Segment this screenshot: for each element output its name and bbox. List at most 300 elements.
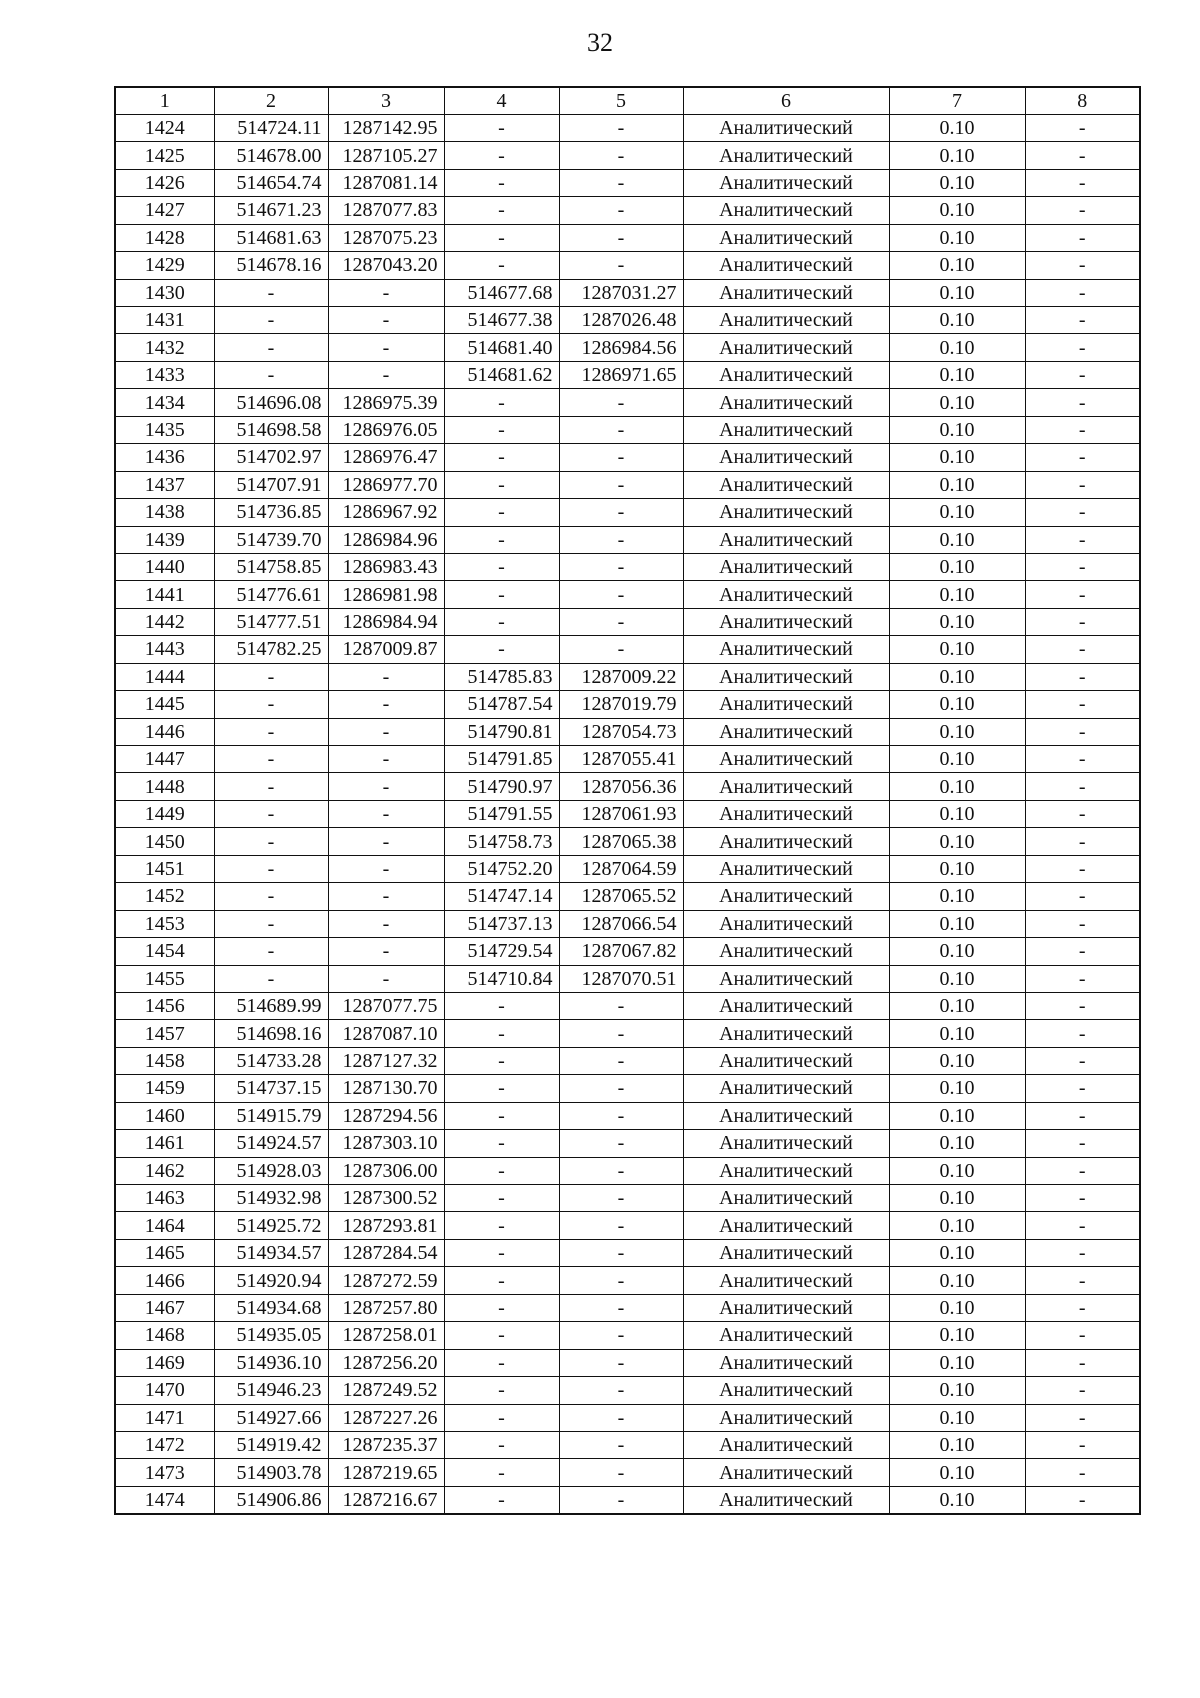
table-row xyxy=(115,992,1140,1019)
table-cell: - xyxy=(214,855,328,882)
table-cell: - xyxy=(328,718,444,745)
table-row xyxy=(115,910,1140,937)
table-cell: 1473 xyxy=(115,1459,214,1486)
table-row xyxy=(115,1349,1140,1376)
table-cell: Аналитический xyxy=(683,471,889,498)
table-cell: 1447 xyxy=(115,746,214,773)
table-cell: 0.10 xyxy=(889,992,1025,1019)
table-cell: 0.10 xyxy=(889,1377,1025,1404)
table-cell: 1424 xyxy=(115,114,214,141)
table-cell: - xyxy=(1025,1431,1140,1458)
table-cell: - xyxy=(444,1486,559,1513)
table-cell: - xyxy=(328,279,444,306)
table-cell: - xyxy=(559,1020,683,1047)
table-cell: - xyxy=(559,1294,683,1321)
table-cell: - xyxy=(559,1157,683,1184)
table-cell: Аналитический xyxy=(683,855,889,882)
table-cell: 1287087.10 xyxy=(328,1020,444,1047)
table-cell: 514671.23 xyxy=(214,197,328,224)
table-cell: - xyxy=(1025,883,1140,910)
table-cell: - xyxy=(559,499,683,526)
table-cell: 0.10 xyxy=(889,828,1025,855)
table-cell: Аналитический xyxy=(683,114,889,141)
table-cell: 1287284.54 xyxy=(328,1239,444,1266)
column-header: 1 xyxy=(115,87,214,114)
table-cell: 1287300.52 xyxy=(328,1185,444,1212)
table-cell: Аналитический xyxy=(683,389,889,416)
table-cell: 1433 xyxy=(115,361,214,388)
column-header: 5 xyxy=(559,87,683,114)
table-cell: 514790.81 xyxy=(444,718,559,745)
table-cell: 514906.86 xyxy=(214,1486,328,1513)
table-cell: 514924.57 xyxy=(214,1130,328,1157)
table-cell: - xyxy=(559,142,683,169)
table-cell: Аналитический xyxy=(683,718,889,745)
table-cell: - xyxy=(444,1212,559,1239)
table-cell: - xyxy=(1025,992,1140,1019)
table-cell: - xyxy=(214,279,328,306)
table-cell: Аналитический xyxy=(683,581,889,608)
table-cell: - xyxy=(1025,1212,1140,1239)
table-cell: Аналитический xyxy=(683,197,889,224)
table-cell: 514928.03 xyxy=(214,1157,328,1184)
table-cell: 514677.68 xyxy=(444,279,559,306)
table-cell: 0.10 xyxy=(889,169,1025,196)
table-cell: 0.10 xyxy=(889,553,1025,580)
table-cell: - xyxy=(559,1047,683,1074)
table-cell: 1286977.70 xyxy=(328,471,444,498)
table-row xyxy=(115,334,1140,361)
table-cell: - xyxy=(1025,279,1140,306)
table-cell: 1448 xyxy=(115,773,214,800)
table-row xyxy=(115,746,1140,773)
table-cell: Аналитический xyxy=(683,526,889,553)
table-cell: 1286971.65 xyxy=(559,361,683,388)
table-cell: Аналитический xyxy=(683,1102,889,1129)
table-cell: 1286975.39 xyxy=(328,389,444,416)
table-cell: 514678.00 xyxy=(214,142,328,169)
table-cell: - xyxy=(444,1157,559,1184)
table-cell: - xyxy=(559,1459,683,1486)
table-cell: - xyxy=(1025,910,1140,937)
table-row xyxy=(115,581,1140,608)
table-cell: 1287105.27 xyxy=(328,142,444,169)
table-cell: - xyxy=(559,114,683,141)
table-cell: 1286983.43 xyxy=(328,553,444,580)
table-cell: - xyxy=(444,1294,559,1321)
table-cell: Аналитический xyxy=(683,1212,889,1239)
table-cell: 514702.97 xyxy=(214,444,328,471)
table-cell: 1428 xyxy=(115,224,214,251)
table-cell: 514776.61 xyxy=(214,581,328,608)
table-cell: 514739.70 xyxy=(214,526,328,553)
table-cell: - xyxy=(559,1322,683,1349)
table-cell: 514736.85 xyxy=(214,499,328,526)
table-cell: - xyxy=(1025,1322,1140,1349)
table-cell: - xyxy=(214,800,328,827)
table-cell: - xyxy=(1025,252,1140,279)
table-row xyxy=(115,1377,1140,1404)
table-cell: 1452 xyxy=(115,883,214,910)
table-cell: 514787.54 xyxy=(444,691,559,718)
table-cell: 0.10 xyxy=(889,389,1025,416)
table-cell: Аналитический xyxy=(683,1047,889,1074)
table-cell: Аналитический xyxy=(683,142,889,169)
table-cell: 1459 xyxy=(115,1075,214,1102)
table-cell: - xyxy=(1025,224,1140,251)
table-cell: 1450 xyxy=(115,828,214,855)
table-cell: 1287075.23 xyxy=(328,224,444,251)
table-cell: - xyxy=(1025,1047,1140,1074)
table-cell: 0.10 xyxy=(889,1185,1025,1212)
table-row xyxy=(115,1459,1140,1486)
table-cell: - xyxy=(559,1404,683,1431)
table-row xyxy=(115,773,1140,800)
table-cell: 514677.38 xyxy=(444,307,559,334)
table-cell: - xyxy=(1025,1020,1140,1047)
table-cell: 1287019.79 xyxy=(559,691,683,718)
table-cell: 1287257.80 xyxy=(328,1294,444,1321)
table-cell: 0.10 xyxy=(889,279,1025,306)
table-cell: - xyxy=(444,389,559,416)
table-cell: - xyxy=(1025,828,1140,855)
table-cell: 1286984.94 xyxy=(328,608,444,635)
table-cell: - xyxy=(444,444,559,471)
table-cell: 1287055.41 xyxy=(559,746,683,773)
table-cell: 1456 xyxy=(115,992,214,1019)
table-cell: 1287056.36 xyxy=(559,773,683,800)
table-cell: - xyxy=(1025,1130,1140,1157)
table-cell: 1287249.52 xyxy=(328,1377,444,1404)
table-row xyxy=(115,1267,1140,1294)
table-cell: - xyxy=(444,169,559,196)
table-cell: - xyxy=(444,1185,559,1212)
table-cell: 514925.72 xyxy=(214,1212,328,1239)
table-cell: - xyxy=(1025,855,1140,882)
table-row xyxy=(115,965,1140,992)
table-cell: 514785.83 xyxy=(444,663,559,690)
table-cell: 1466 xyxy=(115,1267,214,1294)
table-cell: - xyxy=(444,1377,559,1404)
table-cell: - xyxy=(1025,691,1140,718)
table-cell: - xyxy=(559,224,683,251)
table-cell: - xyxy=(1025,581,1140,608)
table-cell: 0.10 xyxy=(889,1486,1025,1513)
table-cell: 1286984.56 xyxy=(559,334,683,361)
table-row xyxy=(115,1404,1140,1431)
table-cell: - xyxy=(1025,1267,1140,1294)
table-cell: - xyxy=(559,1185,683,1212)
table-cell: 1286967.92 xyxy=(328,499,444,526)
table-cell: 1462 xyxy=(115,1157,214,1184)
page-number: 32 xyxy=(587,28,613,57)
table-cell: - xyxy=(444,1459,559,1486)
table-row xyxy=(115,471,1140,498)
table-cell: - xyxy=(444,1075,559,1102)
table-cell: 1287031.27 xyxy=(559,279,683,306)
table-cell: 514733.28 xyxy=(214,1047,328,1074)
table-cell: 0.10 xyxy=(889,691,1025,718)
table-cell: Аналитический xyxy=(683,1130,889,1157)
table-cell: 1445 xyxy=(115,691,214,718)
table-cell: Аналитический xyxy=(683,828,889,855)
table-cell: - xyxy=(559,1130,683,1157)
table-row xyxy=(115,416,1140,443)
table-cell: - xyxy=(444,553,559,580)
table-row xyxy=(115,636,1140,663)
coordinates-table xyxy=(114,86,1141,1515)
table-cell: Аналитический xyxy=(683,1404,889,1431)
table-cell: - xyxy=(214,938,328,965)
table-cell: Аналитический xyxy=(683,499,889,526)
table-cell: 1467 xyxy=(115,1294,214,1321)
table-cell: Аналитический xyxy=(683,1157,889,1184)
table-cell: - xyxy=(559,1349,683,1376)
table-cell: - xyxy=(559,992,683,1019)
table-cell: 1432 xyxy=(115,334,214,361)
table-cell: 514654.74 xyxy=(214,169,328,196)
table-row xyxy=(115,1322,1140,1349)
table-row xyxy=(115,114,1140,141)
table-cell: - xyxy=(559,1075,683,1102)
table-cell: - xyxy=(214,910,328,937)
table-cell: Аналитический xyxy=(683,636,889,663)
table-row xyxy=(115,1020,1140,1047)
table-cell: 1443 xyxy=(115,636,214,663)
table-row xyxy=(115,1431,1140,1458)
table-cell: 1431 xyxy=(115,307,214,334)
table-cell: 1455 xyxy=(115,965,214,992)
table-cell: - xyxy=(328,746,444,773)
table-cell: - xyxy=(1025,1185,1140,1212)
table-cell: 0.10 xyxy=(889,1267,1025,1294)
table-body xyxy=(115,114,1140,1513)
table-cell: 0.10 xyxy=(889,224,1025,251)
table-row xyxy=(115,169,1140,196)
table-cell: - xyxy=(444,197,559,224)
table-cell: 1287009.87 xyxy=(328,636,444,663)
table-cell: - xyxy=(1025,1459,1140,1486)
table-cell: 0.10 xyxy=(889,252,1025,279)
table-cell: - xyxy=(328,307,444,334)
table-cell: 0.10 xyxy=(889,938,1025,965)
table-header-row xyxy=(115,87,1140,114)
table-cell: 1287070.51 xyxy=(559,965,683,992)
table-cell: 514681.62 xyxy=(444,361,559,388)
table-cell: Аналитический xyxy=(683,1459,889,1486)
table-cell: 1469 xyxy=(115,1349,214,1376)
table-cell: 1287066.54 xyxy=(559,910,683,937)
table-cell: 514729.54 xyxy=(444,938,559,965)
table-cell: - xyxy=(1025,1239,1140,1266)
table-cell: 1436 xyxy=(115,444,214,471)
table-cell: 0.10 xyxy=(889,910,1025,937)
table-cell: - xyxy=(1025,553,1140,580)
table-cell: Аналитический xyxy=(683,965,889,992)
table-cell: 1429 xyxy=(115,252,214,279)
table-cell: Аналитический xyxy=(683,883,889,910)
table-cell: - xyxy=(559,1267,683,1294)
table-cell: Аналитический xyxy=(683,1486,889,1513)
table-cell: - xyxy=(444,1047,559,1074)
table-cell: 514790.97 xyxy=(444,773,559,800)
table-cell: 0.10 xyxy=(889,334,1025,361)
table-row xyxy=(115,279,1140,306)
table-row xyxy=(115,1130,1140,1157)
table-cell: 514782.25 xyxy=(214,636,328,663)
table-cell: - xyxy=(444,1130,559,1157)
table-cell: 0.10 xyxy=(889,636,1025,663)
table-cell: 1287077.75 xyxy=(328,992,444,1019)
table-cell: - xyxy=(559,471,683,498)
table-row xyxy=(115,553,1140,580)
table-cell: 0.10 xyxy=(889,608,1025,635)
table-cell: - xyxy=(1025,499,1140,526)
table-cell: - xyxy=(444,1102,559,1129)
table-cell: Аналитический xyxy=(683,1267,889,1294)
table-cell: - xyxy=(444,252,559,279)
table-row xyxy=(115,828,1140,855)
table-cell: 1451 xyxy=(115,855,214,882)
table-cell: - xyxy=(328,361,444,388)
table-cell: 1287294.56 xyxy=(328,1102,444,1129)
table-cell: 514935.05 xyxy=(214,1322,328,1349)
table-cell: Аналитический xyxy=(683,1349,889,1376)
table-cell: - xyxy=(559,1212,683,1239)
table-cell: - xyxy=(559,526,683,553)
table-cell: 1287142.95 xyxy=(328,114,444,141)
table-cell: 0.10 xyxy=(889,1404,1025,1431)
table-cell: 0.10 xyxy=(889,444,1025,471)
table-row xyxy=(115,1157,1140,1184)
table-cell: 1427 xyxy=(115,197,214,224)
table-cell: 514724.11 xyxy=(214,114,328,141)
table-cell: 1287306.00 xyxy=(328,1157,444,1184)
table-cell: 1425 xyxy=(115,142,214,169)
table-cell: - xyxy=(1025,334,1140,361)
table-cell: 514791.85 xyxy=(444,746,559,773)
table-cell: - xyxy=(1025,746,1140,773)
table-cell: 514696.08 xyxy=(214,389,328,416)
table-cell: 1287256.20 xyxy=(328,1349,444,1376)
table-cell: 514689.99 xyxy=(214,992,328,1019)
table-cell: 1457 xyxy=(115,1020,214,1047)
table-cell: - xyxy=(559,444,683,471)
table-cell: - xyxy=(559,1239,683,1266)
table-cell: - xyxy=(214,334,328,361)
table-cell: Аналитический xyxy=(683,800,889,827)
table-cell: Аналитический xyxy=(683,910,889,937)
table-cell: 514919.42 xyxy=(214,1431,328,1458)
table-cell: 1287272.59 xyxy=(328,1267,444,1294)
table-cell: 514698.58 xyxy=(214,416,328,443)
table-cell: 514681.40 xyxy=(444,334,559,361)
table-row xyxy=(115,361,1140,388)
table-cell: 1287081.14 xyxy=(328,169,444,196)
table-cell: Аналитический xyxy=(683,1239,889,1266)
table-cell: 1442 xyxy=(115,608,214,635)
table-cell: - xyxy=(214,773,328,800)
table-cell: 0.10 xyxy=(889,471,1025,498)
table-row xyxy=(115,307,1140,334)
table-cell: - xyxy=(559,1431,683,1458)
table-cell: 514707.91 xyxy=(214,471,328,498)
table-cell: - xyxy=(559,1377,683,1404)
table-cell: - xyxy=(1025,1157,1140,1184)
table-cell: - xyxy=(1025,389,1140,416)
table-cell: 1437 xyxy=(115,471,214,498)
table-cell: - xyxy=(214,883,328,910)
table-cell: - xyxy=(328,883,444,910)
table-cell: 1439 xyxy=(115,526,214,553)
table-cell: - xyxy=(559,1102,683,1129)
table-cell: 514932.98 xyxy=(214,1185,328,1212)
table-cell: 0.10 xyxy=(889,416,1025,443)
table-cell: 1438 xyxy=(115,499,214,526)
table-row xyxy=(115,444,1140,471)
table-cell: 1287235.37 xyxy=(328,1431,444,1458)
table-cell: - xyxy=(1025,142,1140,169)
table-cell: - xyxy=(1025,608,1140,635)
table-cell: - xyxy=(444,224,559,251)
table-cell: 514777.51 xyxy=(214,608,328,635)
table-cell: - xyxy=(1025,444,1140,471)
table-cell: 1464 xyxy=(115,1212,214,1239)
table-cell: - xyxy=(328,691,444,718)
table-cell: - xyxy=(214,718,328,745)
table-cell: 1287026.48 xyxy=(559,307,683,334)
table-cell: 1460 xyxy=(115,1102,214,1129)
table-cell: 1287043.20 xyxy=(328,252,444,279)
table-cell: Аналитический xyxy=(683,334,889,361)
table-cell: Аналитический xyxy=(683,1431,889,1458)
table-cell: - xyxy=(214,307,328,334)
table-cell: - xyxy=(444,1267,559,1294)
table-row xyxy=(115,1075,1140,1102)
table-cell: Аналитический xyxy=(683,1294,889,1321)
table-cell: - xyxy=(1025,114,1140,141)
table-cell: - xyxy=(559,581,683,608)
table-cell: - xyxy=(1025,197,1140,224)
table-cell: 1286984.96 xyxy=(328,526,444,553)
table-row xyxy=(115,855,1140,882)
table-row xyxy=(115,691,1140,718)
table-row xyxy=(115,883,1140,910)
table-cell: - xyxy=(328,828,444,855)
table-cell: 0.10 xyxy=(889,1212,1025,1239)
table-cell: - xyxy=(1025,718,1140,745)
table-cell: - xyxy=(444,526,559,553)
table-cell: 1287054.73 xyxy=(559,718,683,745)
table-cell: 0.10 xyxy=(889,581,1025,608)
table-cell: - xyxy=(1025,1404,1140,1431)
table-cell: - xyxy=(444,1239,559,1266)
table-cell: 0.10 xyxy=(889,965,1025,992)
table-cell: - xyxy=(214,663,328,690)
table-cell: 1465 xyxy=(115,1239,214,1266)
table-cell: Аналитический xyxy=(683,663,889,690)
table-cell: 1444 xyxy=(115,663,214,690)
table-cell: - xyxy=(559,553,683,580)
table-cell: - xyxy=(328,938,444,965)
table-cell: - xyxy=(444,1349,559,1376)
table-cell: - xyxy=(328,773,444,800)
table-cell: 514791.55 xyxy=(444,800,559,827)
table-cell: - xyxy=(1025,1294,1140,1321)
column-header: 4 xyxy=(444,87,559,114)
table-row xyxy=(115,389,1140,416)
table-cell: - xyxy=(1025,1377,1140,1404)
